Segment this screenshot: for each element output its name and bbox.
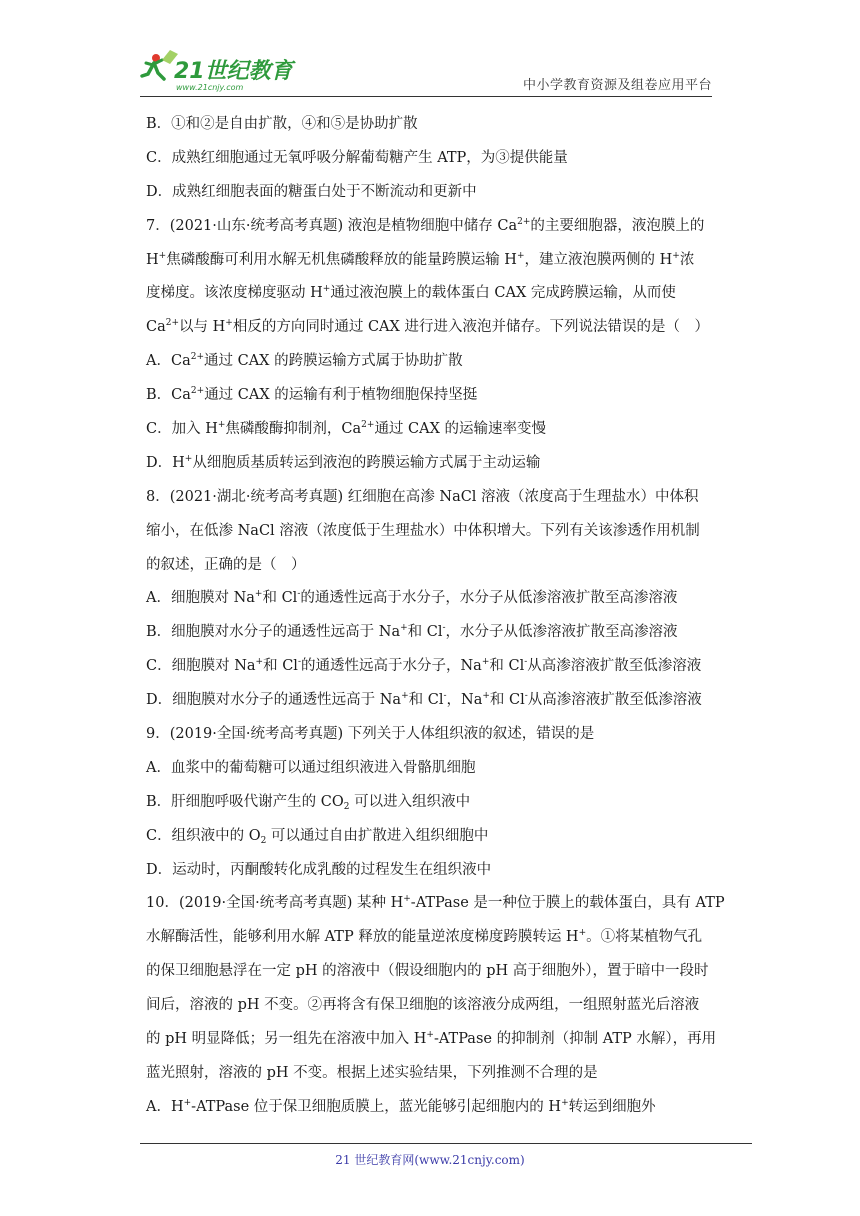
text-line — [146, 955, 718, 989]
footer-link[interactable]: 21 世纪教育网(www.21cnjy.com) — [335, 1153, 525, 1167]
text-run: 通过 CAX 的跨膜运输方式属于协助扩散 — [204, 353, 463, 370]
text-run: D．细胞膜对水分子的通透性远高于 Na — [146, 692, 402, 709]
text-run: 2 — [343, 801, 350, 812]
page-header — [140, 38, 712, 96]
text-run: -ATPase 是一种位于膜上的载体蛋白，具有 ATP — [410, 895, 725, 912]
text-run: + — [482, 691, 490, 702]
header-divider — [140, 96, 712, 97]
text-run: 2+ — [165, 318, 180, 329]
text-run: 9．(2019·全国·统考高考真题) 下列关于人体组织液的叙述，错误的是 — [146, 726, 595, 743]
text-line — [146, 989, 718, 1023]
text-run: + — [400, 623, 408, 634]
text-run: 从高渗溶液扩散至低渗溶液 — [527, 658, 702, 675]
text-run: + — [403, 894, 411, 905]
text-run: + — [322, 284, 331, 295]
text-run: B．细胞膜对水分子的通透性远高于 Na — [146, 624, 401, 641]
text-line — [146, 447, 718, 481]
text-run: C．细胞膜对 Na — [146, 658, 256, 675]
text-line — [146, 650, 718, 684]
text-run: 可以进入组织液中 — [349, 793, 471, 810]
text-run: 以与 H — [179, 319, 226, 336]
text-line — [146, 1023, 718, 1057]
text-run: 转运到细胞外 — [568, 1098, 656, 1115]
text-run: C．加入 H — [146, 421, 218, 438]
text-run: 10．(2019·全国·统考高考真题) 某种 H — [146, 895, 404, 912]
text-run: 从细胞质基质转运到液泡的跨膜运输方式属于主动运输 — [192, 454, 541, 471]
text-line — [146, 684, 718, 718]
text-run: B．Ca — [146, 387, 191, 404]
text-line — [146, 515, 718, 549]
text-run: + — [481, 657, 490, 668]
text-line — [146, 481, 718, 515]
text-run: + — [183, 1097, 192, 1108]
text-run: + — [255, 657, 264, 668]
text-line — [146, 718, 718, 752]
footer-divider — [140, 1143, 752, 1144]
text-run: 和 Cl — [489, 658, 525, 675]
text-run: 的通透性远高于水分子，水分子从低渗溶液扩散至高渗溶液 — [300, 590, 678, 607]
text-line — [146, 786, 718, 820]
text-run: Ca — [146, 319, 166, 336]
text-run: 8．(2021·湖北·统考高考真题) 红细胞在高渗 NaCl 溶液（浓度高于生理盐水）中体积 — [146, 488, 699, 505]
text-run: + — [254, 589, 263, 600]
text-line — [146, 582, 718, 616]
text-line — [146, 345, 718, 379]
text-run: 和 Cl — [262, 590, 298, 607]
text-run: 7．(2021·山东·统考高考真题) 液泡是植物细胞中储存 Ca — [146, 217, 518, 234]
text-run: A．血浆中的葡萄糖可以通过组织液进入骨骼肌细胞 — [146, 759, 476, 776]
question-content — [146, 108, 725, 1125]
text-run: + — [426, 1030, 434, 1041]
text-run: + — [578, 928, 587, 939]
text-run: - — [297, 657, 301, 668]
text-run: 间后，溶液的 pH 不变。②再将含有保卫细胞的该溶液分成两组，一组照射蓝光后溶液 — [146, 997, 700, 1014]
text-run: H — [146, 251, 159, 268]
text-line — [146, 108, 718, 142]
text-run: A．Ca — [146, 353, 191, 370]
text-run: 2 — [260, 835, 267, 846]
text-line — [146, 549, 718, 583]
text-line — [146, 142, 718, 176]
text-run: 的 pH 明显降低；另一组先在溶液中加入 H — [146, 1031, 427, 1048]
text-run: D．成熟红细胞表面的糖蛋白处于不断流动和更新中 — [146, 183, 477, 200]
logo-url: www.21cnjy.com — [176, 83, 244, 92]
text-run: + — [217, 420, 226, 431]
text-line — [146, 311, 718, 345]
text-line — [146, 210, 718, 244]
text-run: + — [561, 1097, 569, 1108]
text-run: C．成熟红细胞通过无氧呼吸分解葡萄糖产生 ATP，为③提供能量 — [146, 149, 568, 166]
text-run: B．①和②是自由扩散，④和⑤是协助扩散 — [146, 116, 418, 132]
text-run: 2+ — [190, 386, 205, 397]
text-run: D．H — [146, 454, 185, 471]
text-run: 焦磷酸酶可利用水解无机焦磷酸释放的能量跨膜运输 H — [166, 251, 517, 268]
text-run: + — [225, 318, 233, 329]
text-run: + — [672, 250, 680, 261]
text-run: 2+ — [190, 352, 204, 363]
text-line — [146, 379, 718, 413]
text-run: 通过 CAX 的运输速率变慢 — [374, 421, 547, 438]
text-run: + — [184, 453, 193, 464]
text-run: 和 Cl — [263, 658, 298, 675]
text-line — [146, 616, 718, 650]
text-run: 2+ — [517, 216, 531, 227]
text-run: 2+ — [361, 420, 375, 431]
text-line — [146, 176, 718, 210]
text-run: 缩小，在低渗 NaCl 溶液（浓度低于生理盐水）中体积增大。下列有关该渗透作用机制 — [146, 522, 700, 539]
text-run: + — [401, 691, 409, 702]
text-run: 的通透性远高于水分子，Na — [300, 658, 482, 675]
text-run: + — [516, 250, 525, 261]
text-run: A．细胞膜对 Na — [146, 590, 255, 607]
text-line — [146, 413, 718, 447]
logo-wordmark: 21世纪教育 — [174, 59, 293, 84]
text-run: 和 Cl — [407, 624, 443, 641]
text-run: - — [524, 657, 528, 668]
text-line — [146, 244, 718, 278]
text-run: C．组织液中的 O — [146, 827, 261, 844]
text-run: 度梯度。该浓度梯度驱动 H — [146, 285, 323, 302]
text-line — [146, 1091, 718, 1125]
text-run: 通过 CAX 的运输有利于植物细胞保持坚挺 — [204, 387, 478, 404]
text-run: ，水分子从低渗溶液扩散至高渗溶液 — [445, 624, 678, 641]
text-run: 的叙述，正确的是（ ） — [146, 556, 306, 573]
text-line — [146, 1057, 718, 1091]
text-run: 水解酶活性，能够利用水解 ATP 释放的能量逆浓度梯度跨膜转运 H — [146, 929, 579, 946]
text-run: 浓 — [679, 251, 695, 268]
text-run: - — [442, 623, 446, 634]
text-run: - — [297, 589, 301, 600]
text-line — [146, 277, 718, 311]
text-line — [146, 887, 725, 921]
text-run: 蓝光照射，溶液的 pH 不变。根据上述实验结果，下列推测不合理的是 — [146, 1064, 598, 1081]
text-run: -ATPase 的抑制剂（抑制 ATP 水解），再用 — [433, 1031, 717, 1048]
text-run: 和 Cl — [489, 692, 525, 709]
text-run: 的主要细胞器，液泡膜上的 — [530, 217, 705, 234]
text-run: 的保卫细胞悬浮在一定 pH 的溶液中（假设细胞内的 pH 高于细胞外），置于暗中一段时 — [146, 963, 709, 980]
text-line — [146, 921, 718, 955]
text-run: 通过液泡膜上的载体蛋白 CAX 完成跨膜运输，从而使 — [330, 285, 676, 302]
text-line — [146, 752, 718, 786]
text-line — [146, 854, 718, 888]
text-run: 从高渗溶液扩散至低渗溶液 — [527, 692, 702, 709]
text-run: - — [443, 691, 447, 702]
text-run: + — [158, 250, 167, 261]
text-run: ，Na — [446, 692, 483, 709]
text-run: ，建立液泡膜两侧的 H — [524, 251, 673, 268]
text-run: A．H — [146, 1098, 184, 1115]
text-run: 。①将某植物气孔 — [586, 929, 703, 946]
site-logo[interactable] — [140, 46, 320, 96]
text-run: D．运动时，丙酮酸转化成乳酸的过程发生在组织液中 — [146, 861, 492, 878]
text-run: 焦磷酸酶抑制剂，Ca — [225, 421, 362, 438]
text-run: 和 Cl — [408, 692, 444, 709]
text-line — [146, 820, 718, 854]
platform-slogan: 中小学教育资源及组卷应用平台 — [522, 78, 712, 93]
logo-icon — [140, 46, 320, 96]
text-run: 相反的方向同时通过 CAX 进行进入液泡并储存。下列说法错误的是（ ） — [232, 319, 709, 336]
text-run: - — [524, 691, 528, 702]
text-run: -ATPase 位于保卫细胞质膜上，蓝光能够引起细胞内的 H — [191, 1098, 562, 1115]
text-run: B．肝细胞呼吸代谢产生的 CO — [146, 793, 344, 810]
text-run: 可以通过自由扩散进入组织细胞中 — [266, 827, 489, 844]
